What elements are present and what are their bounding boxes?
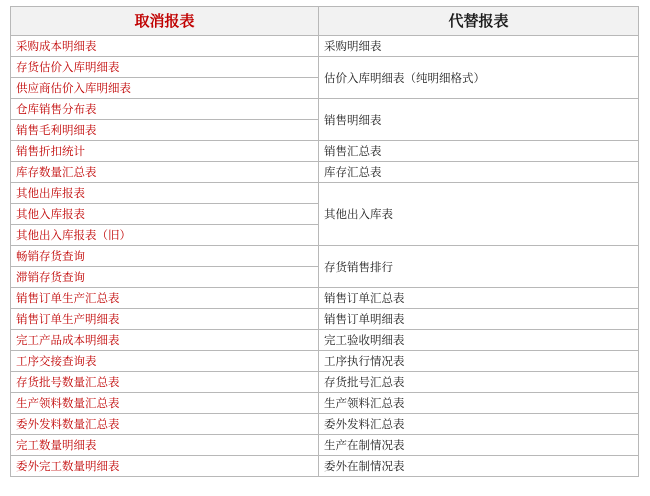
- table-row: [11, 183, 639, 204]
- table-row: [11, 162, 639, 183]
- table-row: [11, 141, 639, 162]
- table-row: [11, 99, 639, 120]
- cancel-cell: 委外发料数量汇总表: [11, 414, 319, 435]
- cancel-cell: 存货批号数量汇总表: [11, 372, 319, 393]
- cancel-cell: 滞销存货查询: [11, 267, 319, 288]
- replace-cell: 完工验收明细表: [319, 330, 639, 351]
- replace-cell: 存货批号汇总表: [319, 372, 639, 393]
- replace-cell: 销售订单汇总表: [319, 288, 639, 309]
- cancel-cell: 工序交接查询表: [11, 351, 319, 372]
- replace-cell: 存货销售排行: [319, 246, 639, 288]
- replace-cell: 生产在制情况表: [319, 435, 639, 456]
- replace-cell: 销售汇总表: [319, 141, 639, 162]
- table-row: [11, 36, 639, 57]
- cancel-cell: 其他入库报表: [11, 204, 319, 225]
- table-row: [11, 456, 639, 477]
- cancel-cell: 其他出入库报表（旧）: [11, 225, 319, 246]
- table-row: [11, 330, 639, 351]
- cancel-cell: 仓库销售分布表: [11, 99, 319, 120]
- replace-cell: 库存汇总表: [319, 162, 639, 183]
- table-row: [11, 57, 639, 78]
- cancel-cell: 销售折扣统计: [11, 141, 319, 162]
- cancel-cell: 生产领料数量汇总表: [11, 393, 319, 414]
- replace-cell: 生产领料汇总表: [319, 393, 639, 414]
- cancel-cell: 完工数量明细表: [11, 435, 319, 456]
- table-row: [11, 351, 639, 372]
- header-replacement-reports: 代替报表: [319, 7, 639, 36]
- cancel-cell: 库存数量汇总表: [11, 162, 319, 183]
- cancel-cell: 供应商估价入库明细表: [11, 78, 319, 99]
- table-row: [11, 288, 639, 309]
- replace-cell: 估价入库明细表（纯明细格式）: [319, 57, 639, 99]
- cancel-cell: 完工产品成本明细表: [11, 330, 319, 351]
- report-mapping-table: [10, 6, 639, 477]
- table-row: [11, 309, 639, 330]
- cancel-cell: 畅销存货查询: [11, 246, 319, 267]
- table-row: [11, 435, 639, 456]
- replace-cell: 委外在制情况表: [319, 456, 639, 477]
- cancel-cell: 销售毛利明细表: [11, 120, 319, 141]
- table-header-row: [11, 7, 639, 36]
- replace-cell: 委外发料汇总表: [319, 414, 639, 435]
- table-row: [11, 246, 639, 267]
- cancel-cell: 销售订单生产明细表: [11, 309, 319, 330]
- replace-cell: 销售明细表: [319, 99, 639, 141]
- cancel-cell: 委外完工数量明细表: [11, 456, 319, 477]
- replace-cell: 工序执行情况表: [319, 351, 639, 372]
- replace-cell: 销售订单明细表: [319, 309, 639, 330]
- table-row: [11, 372, 639, 393]
- cancel-cell: 存货估价入库明细表: [11, 57, 319, 78]
- replace-cell: 其他出入库表: [319, 183, 639, 246]
- cancel-cell: 其他出库报表: [11, 183, 319, 204]
- replace-cell: 采购明细表: [319, 36, 639, 57]
- table-row: [11, 414, 639, 435]
- cancel-cell: 销售订单生产汇总表: [11, 288, 319, 309]
- header-cancel-reports: 取消报表: [11, 7, 319, 36]
- table-row: [11, 393, 639, 414]
- cancel-cell: 采购成本明细表: [11, 36, 319, 57]
